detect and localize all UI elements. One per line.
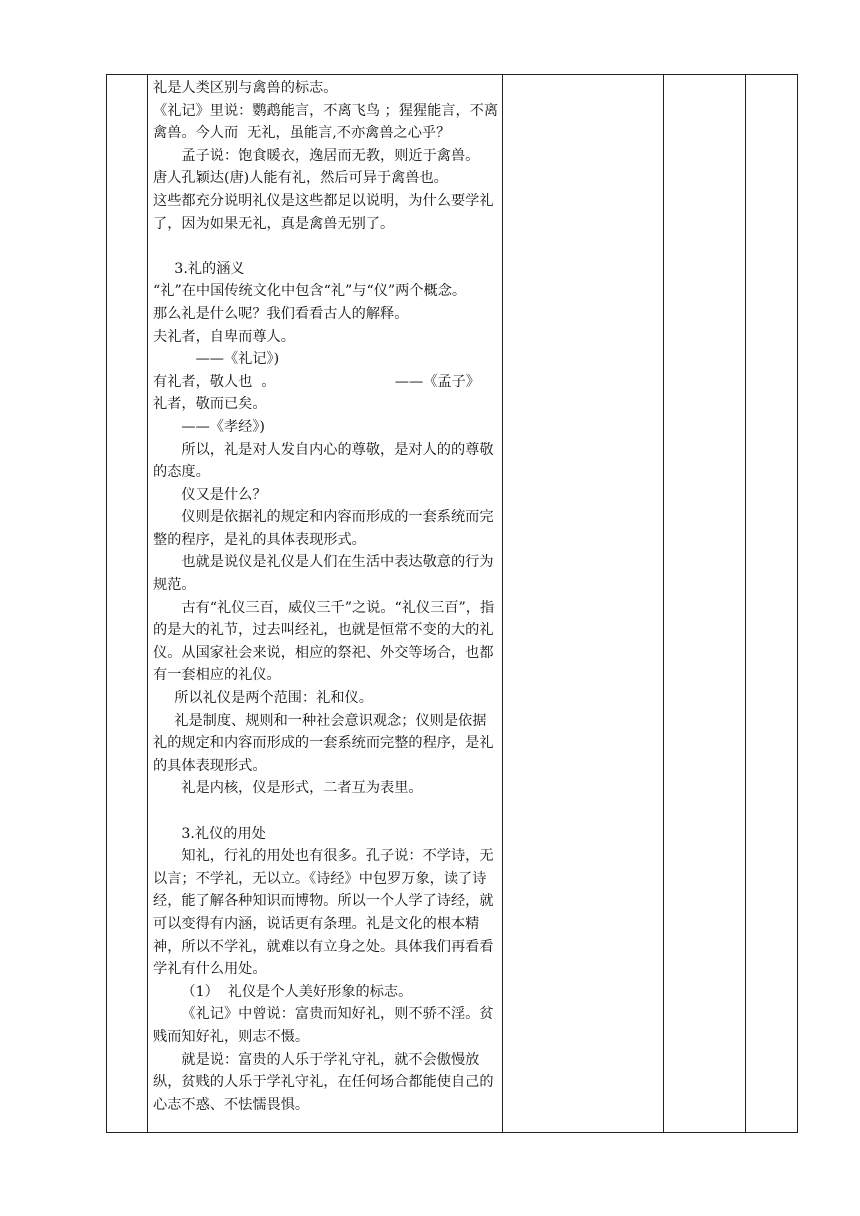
text-line: 礼是人类区别与禽兽的标志。	[153, 80, 338, 96]
section-heading: 3.礼的涵义	[174, 260, 245, 277]
text-line: 所以礼仪是两个范围：礼和仪。	[174, 690, 373, 707]
citation: ——《礼记》)	[195, 351, 280, 368]
lesson-table	[106, 74, 798, 1133]
text-line: 《礼记》中曾说：富贵而知好礼，则不骄不淫。贫贱而知好礼，则志不慑。	[153, 1006, 494, 1045]
citation: ——《孟子》	[394, 373, 480, 390]
table-cell-left-margin	[107, 75, 148, 1133]
table-cell-empty	[746, 75, 798, 1133]
table-cell-empty	[664, 75, 746, 1133]
text-line: 就是说：富贵的人乐于学礼守礼，就不会傲慢放纵，贫贱的人乐于学礼守礼，在任何场合都能使自己的心志不惑、不怯懦畏惧。	[153, 1051, 494, 1113]
section-heading: 3.礼仪的用处	[181, 825, 266, 842]
text-line: 礼是制度、规则和一种社会意识观念；仪则是依据礼的规定和内容而形成的一套系统而完整的程序，是礼的具体表现形式。	[153, 712, 494, 774]
text-line: 古有“礼仪三百，威仪三千”之说。“礼仪三百”，指的是大的礼节，过去叫经礼，也就是恒常不变的大的礼仪。从国家社会来说，相应的祭祀、外交等场合，也都有一套相应的礼仪。	[153, 599, 495, 684]
text-line: 仪则是依据礼的规定和内容而形成的一套系统而完整的程序，是礼的具体表现形式。	[153, 509, 494, 548]
text-line: 也就是说仪是礼仪是人们在生活中表达敬意的行为规范。	[153, 554, 494, 594]
text-line: 所以，礼是对人发自内心的尊敬，是对人的的尊敬的态度。	[153, 441, 494, 481]
text-line: （1） 礼仪是个人美好形象的标志。	[181, 983, 413, 1000]
text-line: 仪又是什么？	[181, 486, 267, 503]
text-line: 礼者，敬而已矣。	[153, 396, 267, 413]
text-line: 《礼记》里说：鹦鹉能言，不离飞鸟 ；猩猩能言，不离禽兽。今人而 无礼，虽能言,不亦禽兽之心乎？	[153, 102, 499, 142]
text-line: “礼”在中国传统文化中包含“礼”与“仪”两个概念。	[153, 283, 467, 300]
content-text	[148, 75, 502, 1116]
text-line: 孟子说：饱食暖衣，逸居而无教，则近于禽兽。	[181, 147, 480, 164]
table-row	[107, 75, 798, 1133]
table-cell-empty	[503, 75, 664, 1133]
text-line: 唐人孔颖达(唐)人能有礼，然后可异于禽兽也。	[153, 170, 448, 187]
quote-text: 有礼者，敬人也 。	[153, 373, 276, 390]
text-line	[153, 371, 498, 394]
blank-line	[153, 800, 498, 823]
blank-line	[153, 235, 498, 258]
text-line: 知礼，行礼的用处也有很多。孔子说：不学诗，无以言；不学礼，无以立。《诗经》中包罗万象，读了诗经，能了解各种知识而博物。所以一个人学了诗经，就可以变得有内涵，说话更有条理。礼是文化的根本精神，所以不学礼，就难以有立身之处。具体我们再看看学礼有什么用处。	[153, 848, 494, 978]
text-line: 夫礼者，自卑而尊人。	[153, 328, 295, 345]
text-line: 这些都充分说明礼仪是这些都足以说明，为什么要学礼了，因为如果无礼，真是禽兽无别了。	[153, 192, 494, 232]
table-cell-content	[148, 75, 503, 1133]
citation: ——《孝经》)	[181, 418, 265, 435]
text-line: 礼是内核，仪是形式，二者互为表里。	[181, 780, 423, 797]
text-line: 那么礼是什么呢？我们看看古人的解释。	[153, 305, 409, 322]
